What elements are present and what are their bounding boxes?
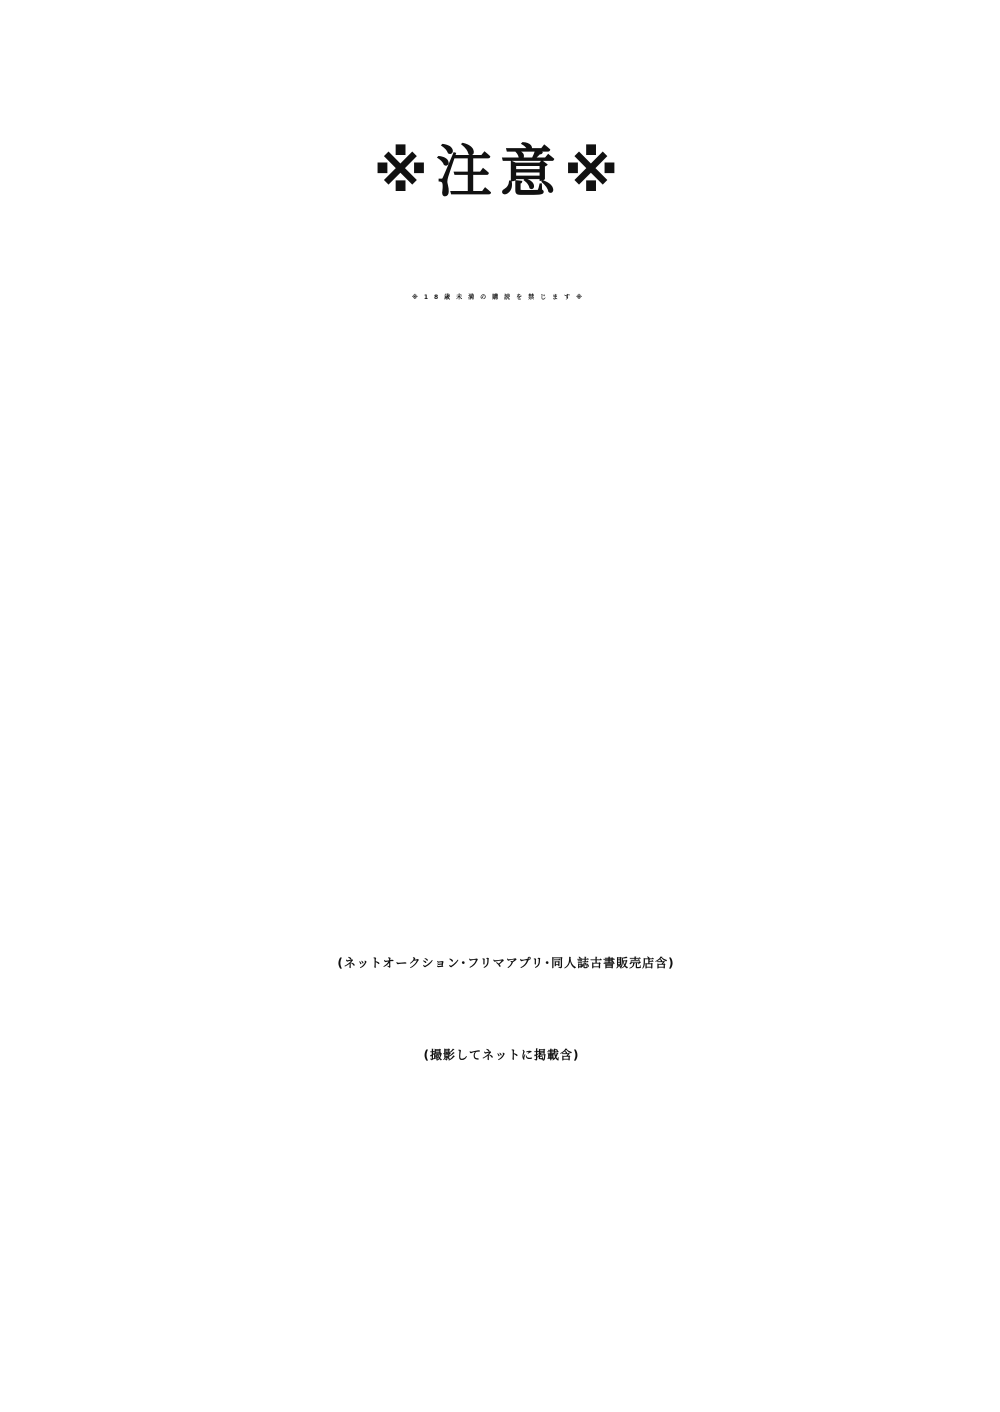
- prohibition-line: [0, 988, 1000, 1030]
- disclaimer-underlined-line: [0, 1287, 1000, 1314]
- prohibition-line: [0, 1034, 1000, 1080]
- contents-item: [0, 467, 1000, 501]
- contents-item: [0, 503, 1000, 537]
- audience-notice: [0, 609, 1000, 645]
- disclaimer-heading: [0, 1152, 1000, 1179]
- page-title: ※注意※: [373, 140, 627, 205]
- prohibition-line: [0, 1080, 1000, 1122]
- about-line: [0, 752, 1000, 786]
- disclaimer-line: [0, 1179, 1000, 1206]
- contents-intro: [0, 361, 1000, 395]
- disclaimer-line: [0, 1233, 1000, 1260]
- about-underlined-line: [0, 824, 1000, 858]
- about-underlined-line: [0, 788, 1000, 822]
- disclaimer-line: [0, 1206, 1000, 1233]
- prohibition-line: [0, 895, 1000, 937]
- disclaimer-line: [0, 1260, 1000, 1287]
- age-restriction-heading: ※18歳未満の購読を禁じます※: [411, 294, 589, 301]
- about-line: [0, 680, 1000, 714]
- contents-item: [0, 539, 1000, 573]
- contents-item: [0, 431, 1000, 465]
- prohibition-line: [0, 942, 1000, 988]
- about-line: [0, 716, 1000, 750]
- prohibition-paren-text: (ネットオークション･フリマアプリ･同人誌古書販売店含): [337, 956, 675, 970]
- prohibition-paren-text: (撮影してネットに掲載含): [423, 1048, 580, 1062]
